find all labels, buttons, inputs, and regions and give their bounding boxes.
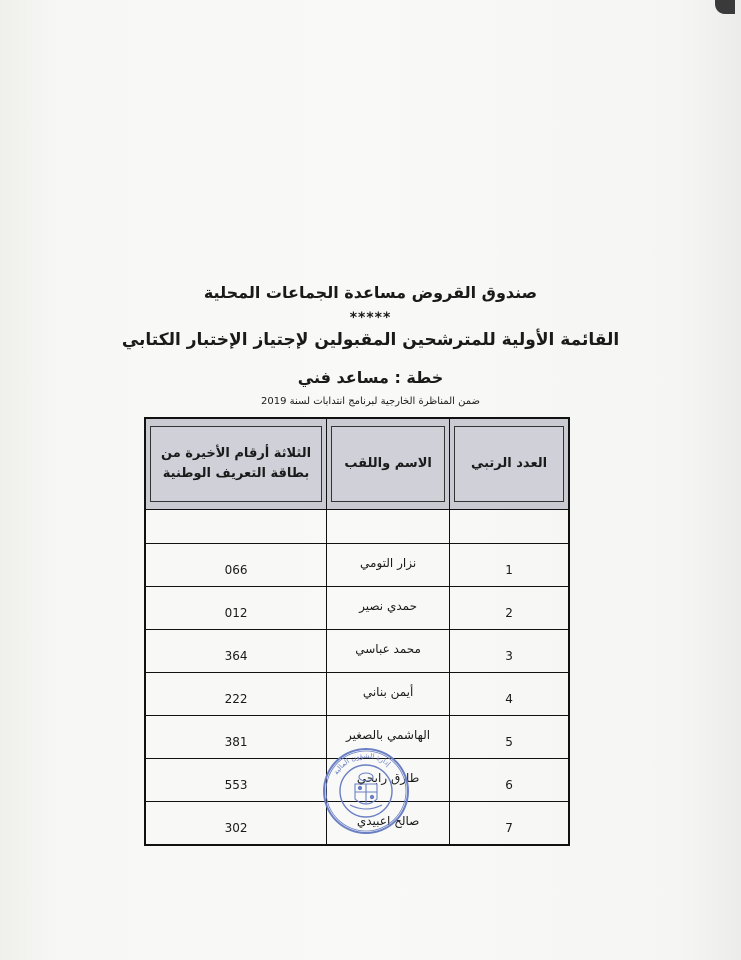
- name-cell: أيمن بناني: [327, 673, 450, 716]
- header-name: الاسم واللقب: [327, 418, 450, 510]
- rank-cell: 7: [450, 802, 569, 846]
- competition-subtitle: ضمن المناظرة الخارجية لبرنامج انتدابات لسنة 2019: [261, 396, 480, 407]
- name-cell: الهاشمي بالصغير: [327, 716, 450, 759]
- separator-stars: *****: [349, 310, 392, 326]
- id-cell: 381: [145, 716, 327, 759]
- official-stamp: [322, 747, 410, 835]
- header-id-digits: الثلاثة أرقام الأخيرة من بطاقة التعريف الوطنية: [145, 418, 327, 510]
- id-cell: 012: [145, 587, 327, 630]
- stamp-ring-text: إدارة الشؤون المالية: [331, 751, 392, 777]
- coat-of-arms-emblem: [350, 773, 382, 809]
- id-cell: 222: [145, 673, 327, 716]
- id-cell: 364: [145, 630, 327, 673]
- scan-corner-mark: [715, 0, 735, 14]
- id-cell: 302: [145, 802, 327, 846]
- table-row: [145, 587, 569, 630]
- table-row: [145, 544, 569, 587]
- name-cell: حمدي نصير: [327, 587, 450, 630]
- table-row: [145, 673, 569, 716]
- rank-cell: 6: [450, 759, 569, 802]
- header-spacer: [145, 510, 569, 544]
- post-title: خطة : مساعد فني: [297, 368, 444, 387]
- id-cell: 553: [145, 759, 327, 802]
- fund-title: صندوق القروض مساعدة الجماعات المحلية: [203, 283, 538, 302]
- name-cell: طارق رابحي: [327, 759, 450, 802]
- list-title: القائمة الأولية للمترشحين المقبولين لإجتياز الإختبار الكتابي: [121, 330, 620, 350]
- id-cell: 066: [145, 544, 327, 587]
- rank-cell: 1: [450, 544, 569, 587]
- rank-cell: 3: [450, 630, 569, 673]
- name-cell: محمد عباسي: [327, 630, 450, 673]
- rank-cell: 4: [450, 673, 569, 716]
- table-header-row: [145, 418, 569, 510]
- rank-cell: 2: [450, 587, 569, 630]
- name-cell: نزار التومي: [327, 544, 450, 587]
- rank-cell: 5: [450, 716, 569, 759]
- name-cell: صالح اعبيدي: [327, 802, 450, 846]
- table-row: [145, 630, 569, 673]
- header-rank: العدد الرتبي: [450, 418, 569, 510]
